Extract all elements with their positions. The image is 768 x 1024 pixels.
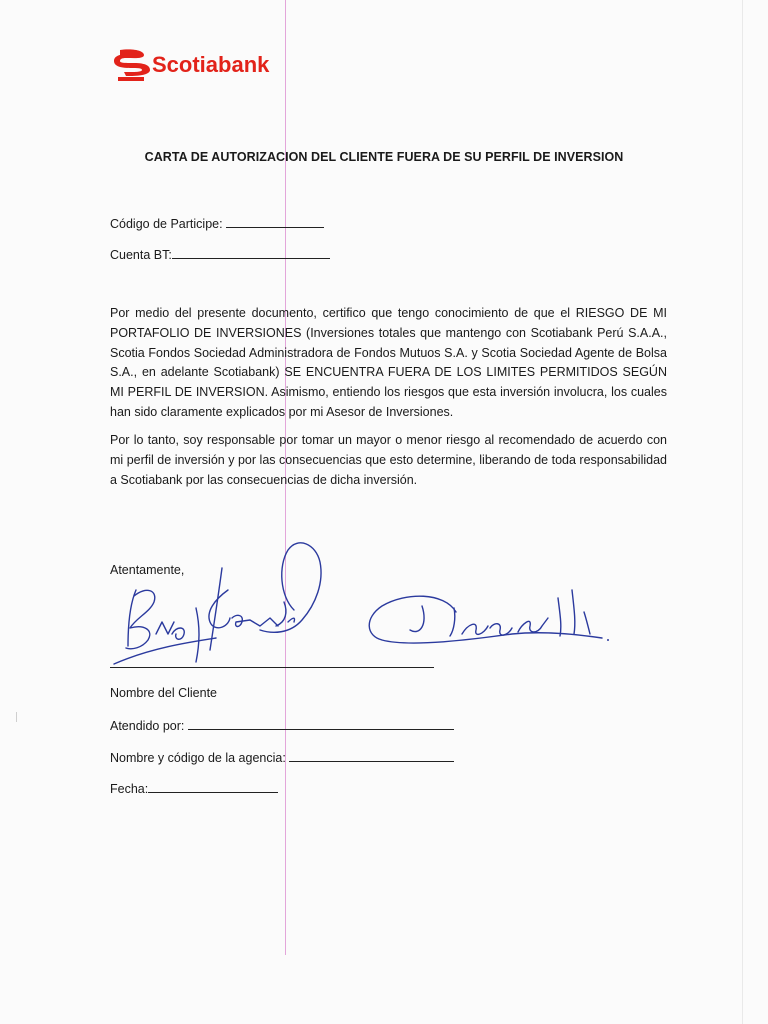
client-signature-1 <box>110 538 340 668</box>
closing-text: Atentamente, <box>110 563 185 577</box>
paragraph-2: Por lo tanto, soy responsable por tomar un mayor o menor riesgo al recomendado de acuerdo con mi perfil de inversión y por las consecuencias que esto determine, liberando de toda responsabilidad a Scotiabank por las consecuencias de dicha inversión. <box>110 433 667 487</box>
svg-text:Scotiabank: Scotiabank <box>152 52 270 77</box>
paragraph-1: Por medio del presente documento, certifico que tengo conocimiento de que el RIESGO DE MI PORTAFOLIO DE INVERSIONES (Inversiones totales que mantengo con Scotiabank Perú S.A.A., Scotia Fondos Sociedad Administradora de Fondos Mutuos S.A. y Scotia Sociedad Agente de Bolsa S.A., en adelante Scotiabank) SE ENCUENTRA FUERA DE LOS LIMITES PERMITIDOS SEGÚN MI PERFIL DE INVERSION. Asimismo, entiendo los riesgos que esta inversión involucra, los cuales han sido claramente explicados por mi Asesor de Inversiones. <box>110 306 667 419</box>
codigo-participe-blank <box>226 216 324 228</box>
cuenta-bt-field <box>110 247 330 262</box>
codigo-participe-label: Código de Participe: <box>110 217 223 231</box>
cuenta-bt-label: Cuenta BT: <box>110 248 172 262</box>
atendido-por-label: Atendido por: <box>110 719 185 733</box>
client-signature-2 <box>362 578 612 658</box>
fecha-field <box>110 781 278 796</box>
scotiabank-logo <box>112 46 312 90</box>
agencia-field <box>110 750 454 765</box>
codigo-participe-field <box>110 216 324 231</box>
cuenta-bt-blank <box>172 247 330 259</box>
fecha-blank <box>148 781 278 793</box>
nombre-cliente-label: Nombre del Cliente <box>110 686 217 700</box>
atendido-por-blank <box>188 718 454 730</box>
scotiabank-s-icon <box>114 49 150 81</box>
scan-mark <box>16 712 23 722</box>
agencia-label: Nombre y código de la agencia: <box>110 751 286 765</box>
signature-line <box>110 667 434 668</box>
atendido-por-field <box>110 718 454 733</box>
fecha-label: Fecha: <box>110 782 149 796</box>
document-title: CARTA DE AUTORIZACION DEL CLIENTE FUERA DE SU PERFIL DE INVERSION <box>144 150 624 164</box>
agencia-blank <box>289 750 454 762</box>
